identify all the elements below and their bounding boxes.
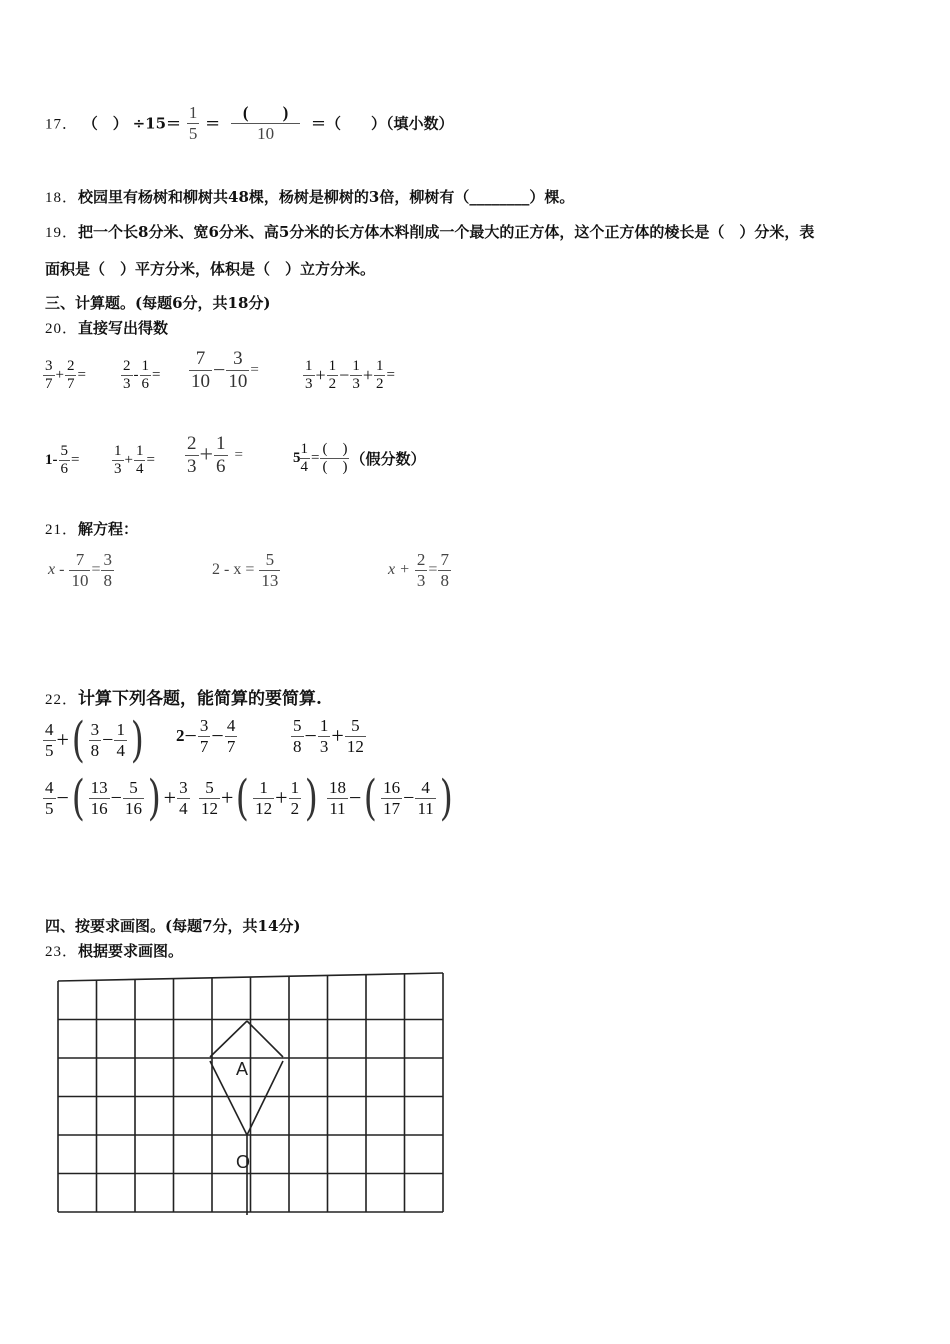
question-21 [45,518,138,539]
kite-edge [247,1021,283,1057]
divide-text: ÷15＝ [132,114,182,133]
calc-item: $\frac{2}{3}$ - $\frac{1}{6}$ = [123,358,161,393]
equation: x + $\frac{2}{3}$ = $\frac{7}{8}$ [388,550,449,590]
question-18 [45,186,574,207]
question-number: 19． [45,225,79,241]
calc-item: $\frac{4}{5}$ −( $\frac{13}{16}$ − $\frac{5}{16}$ ) + $\frac{3}{4}$ [45,770,188,826]
blank: （ ） [82,114,128,133]
equation: x - $\frac{7}{10}$ = $\frac{3}{8}$ [48,550,112,590]
calc-item: 1- $\frac{5}{6}$ = [45,443,80,478]
question-text: 直接写出得数 [78,319,169,337]
question-text: 计算下列各题，能简算的要简算. [78,689,322,709]
calc-item: 5 $\frac{1}{4}$ = $\frac{( )}{( )}$ （假分数） [293,441,426,476]
section-title: 四、按要求画图。(每题7分，共14分) [45,917,301,935]
section-title: 三、计算题。(每题6分，共18分) [45,294,271,312]
calc-item: $\frac{18}{11}$ −( $\frac{16}{17}$ − $\frac{4}{11}$ ) [329,770,453,826]
point-label-a: A [236,1059,249,1079]
question-number: 21． [45,522,79,538]
drawing-grid [50,965,450,1225]
calc-item: $\frac{4}{5}$ +( $\frac{3}{8}$ − $\frac{1}{4}$ ) [45,712,144,768]
question-20 [45,317,168,338]
calc-item: $\frac{2}{3}$ + $\frac{1}{6}$ = [187,433,244,477]
calc-item: $\frac{5}{12}$ +( $\frac{1}{12}$ + $\frac{1}{2}$ ) [201,770,319,826]
question-17 [45,103,454,153]
question-number: 17． [45,116,79,133]
question-number: 23． [45,944,79,960]
kite-shape [210,1021,283,1215]
answer-blank: ＝（ ）（填小数） [311,114,454,133]
fraction: $\frac{1}{5}$ [188,103,198,143]
question-text: 根据要求画图。 [78,942,184,960]
question-22 [45,684,322,709]
calc-item: 2− $\frac{3}{7}$ − $\frac{4}{7}$ [176,716,236,756]
grid-lines [58,973,443,1212]
question-text: 面积是（ ）平方分米，体积是（ ）立方分米。 [45,260,376,278]
question-19-line1 [45,221,814,242]
calc-item: $\frac{5}{8}$ − $\frac{1}{3}$ + $\frac{5}{12}$ [293,716,364,756]
fraction-blank: $\frac{( )}{10}$ [231,103,300,143]
calc-item: $\frac{3}{7}$ + $\frac{2}{7}$ = [45,358,86,393]
equals: ＝ [205,114,221,133]
calc-item: $\frac{1}{3}$ + $\frac{1}{2}$ − $\frac{1}{3}$ + $\frac{1}{2}$ = [305,358,395,393]
question-text: 把一个长8分米、宽6分米、高5分米的长方体木料削成一个最大的正方体，这个正方体的棱长是（ ）分米，表 [78,223,815,241]
point-label-o: O [236,1152,251,1172]
question-19-line2 [45,258,375,279]
question-number: 18． [45,190,79,206]
question-23 [45,940,183,961]
question-text: 解方程： [78,520,139,538]
equation: 2 - x = $\frac{5}{13}$ [212,550,279,590]
calc-item: $\frac{1}{3}$ + $\frac{1}{4}$ = [114,443,155,478]
calc-item: $\frac{7}{10}$ − $\frac{3}{10}$ = [191,348,259,392]
kite-edge [247,1061,283,1135]
question-number: 20． [45,321,79,337]
question-number: 22． [45,692,79,708]
question-text: 校园里有杨树和柳树共48棵，杨树是柳树的3倍，柳树有（________）棵。 [78,188,575,206]
kite-edge [210,1021,247,1057]
